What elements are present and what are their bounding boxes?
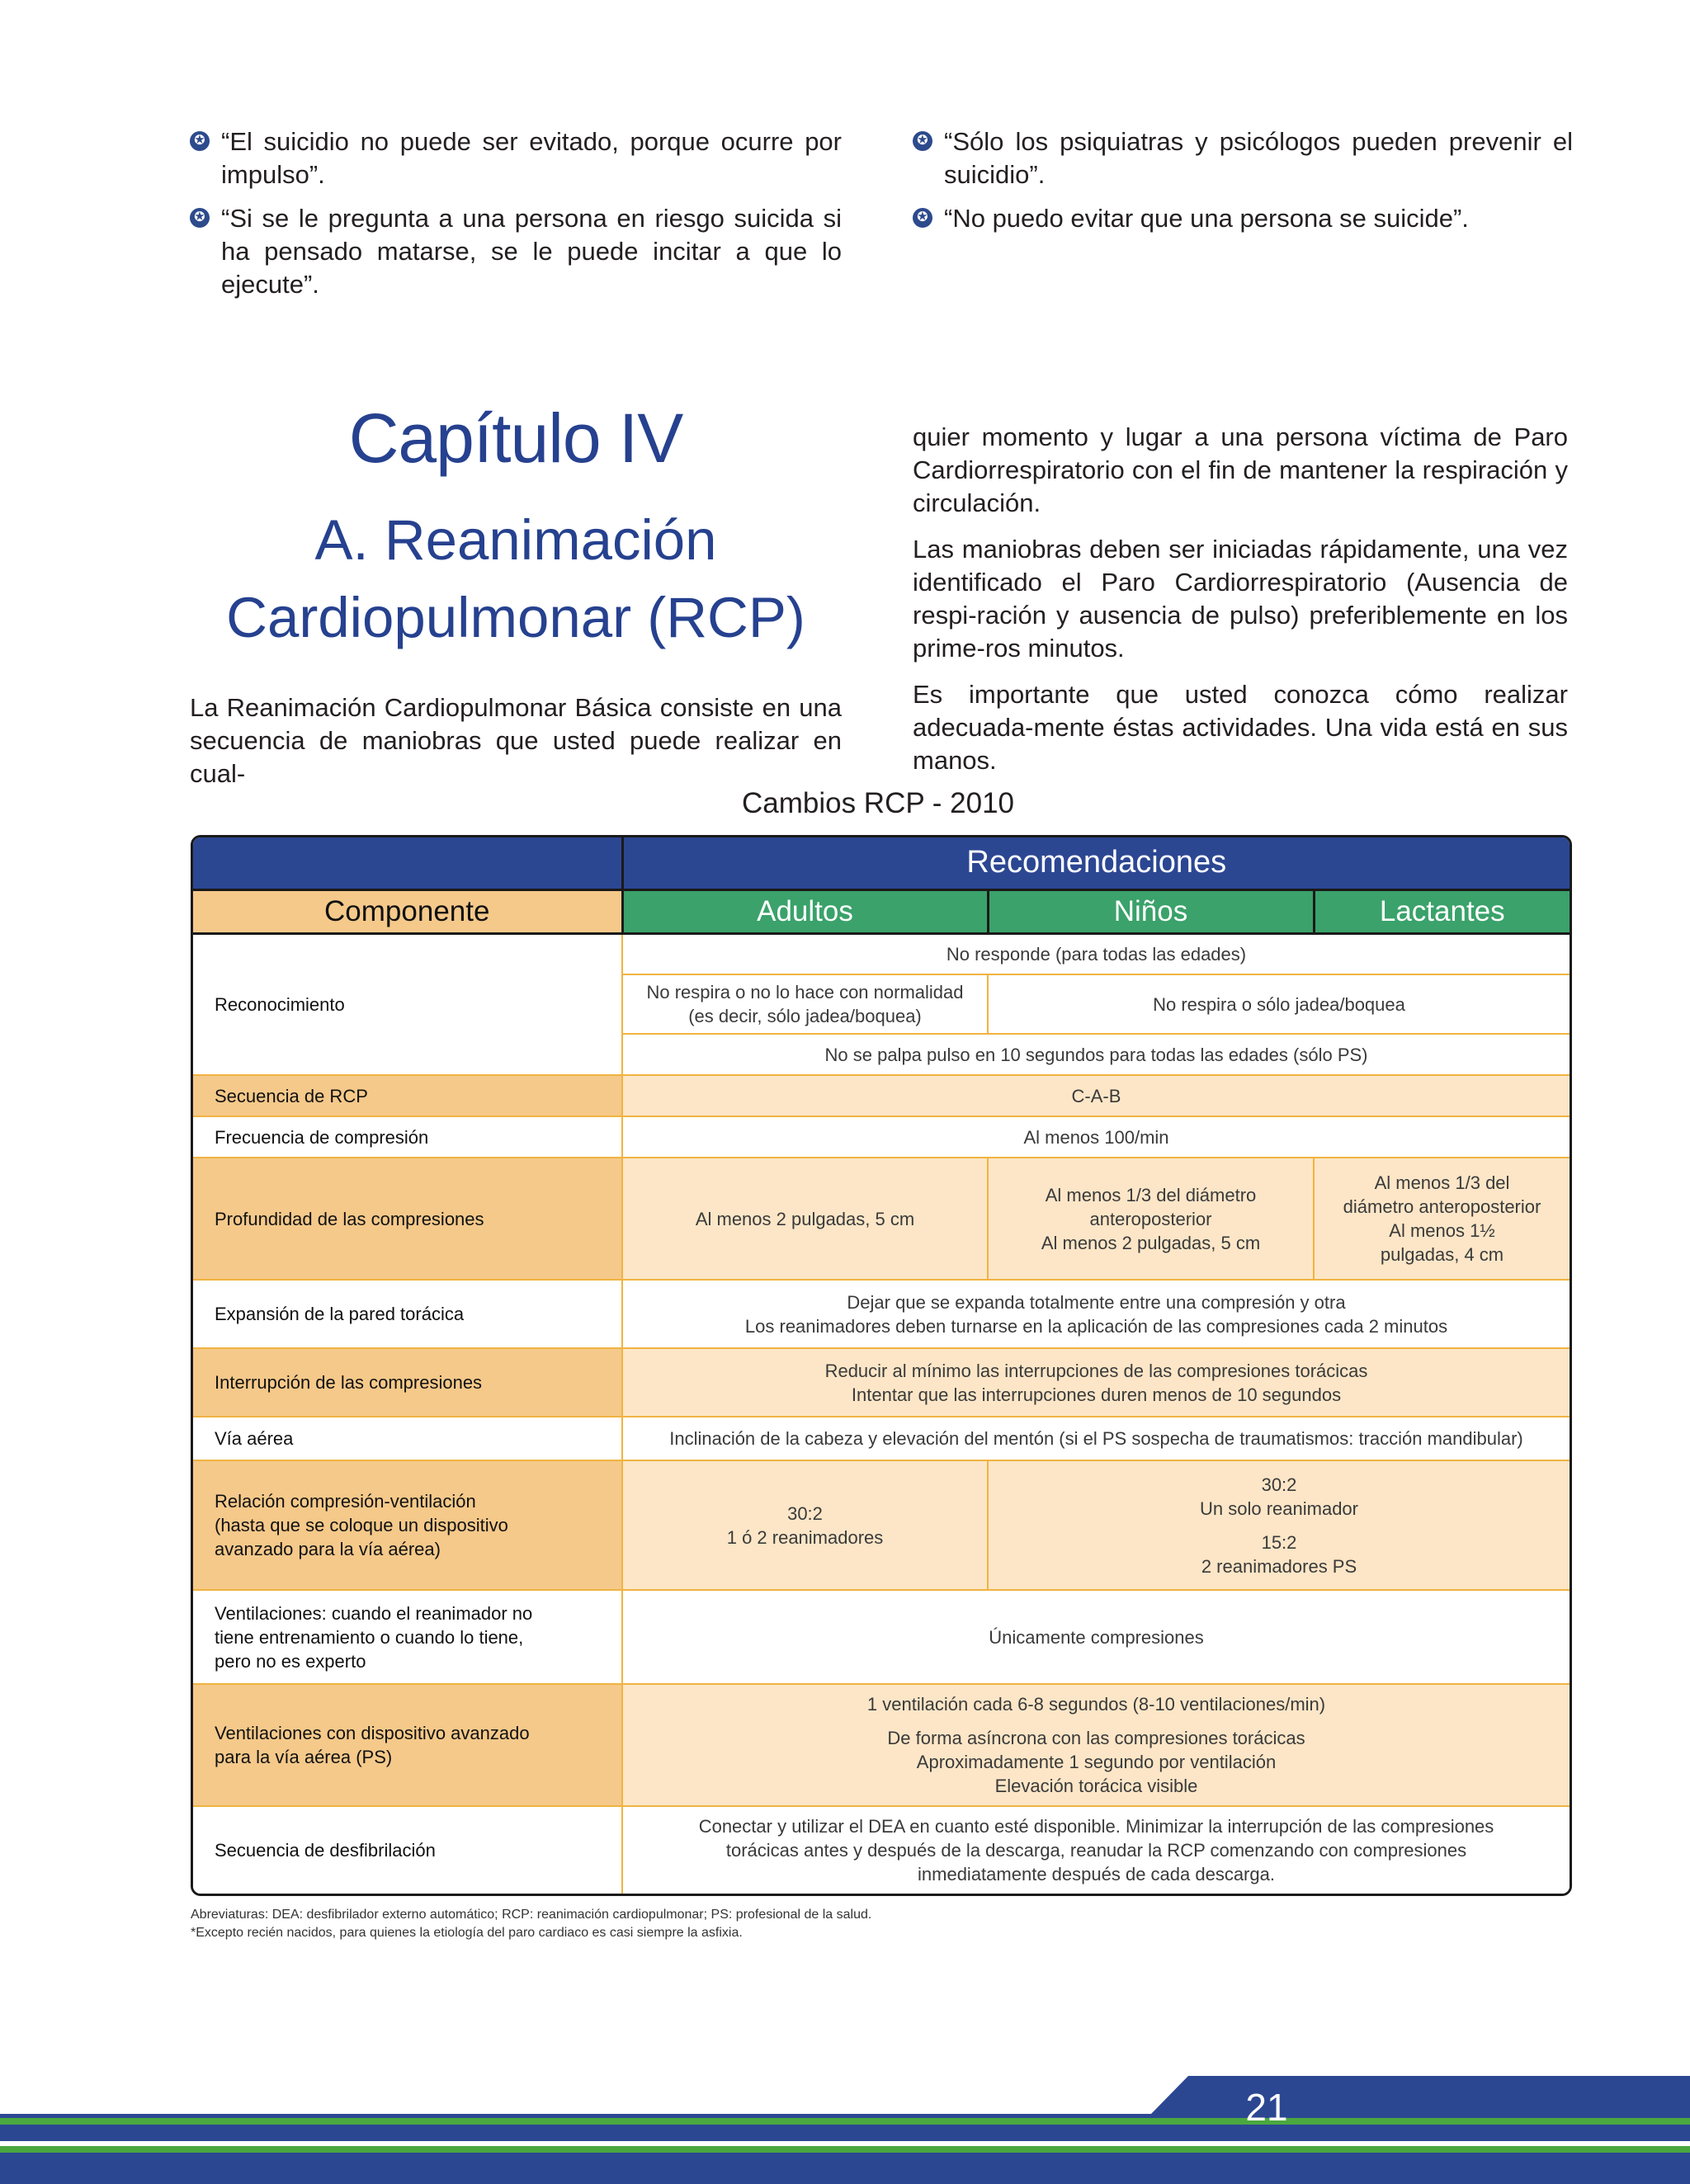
table-title: Cambios RCP - 2010 bbox=[741, 787, 1015, 819]
cell-line: anteroposterior bbox=[1089, 1208, 1212, 1229]
header-lactantes: Lactantes bbox=[1314, 889, 1570, 933]
rcp-changes-table bbox=[191, 835, 1572, 1896]
label-line: (hasta que se coloque un dispositivo bbox=[215, 1515, 508, 1535]
cell-value: Al menos 2 pulgadas, 5 cm bbox=[622, 1158, 988, 1280]
row-label-relacion bbox=[193, 1460, 622, 1590]
cell-line: Un solo reanimador bbox=[1200, 1498, 1358, 1519]
cell-line: torácicas antes y después de la descarga, reanudar la RCP comenzando con compresiones bbox=[725, 1840, 1467, 1861]
row-label-expansion: Expansión de la pared torácica bbox=[193, 1280, 622, 1348]
cell-line: Al menos 2 pulgadas, 5 cm bbox=[1041, 1232, 1261, 1253]
table-notes bbox=[191, 1906, 871, 1942]
table-row bbox=[193, 933, 1570, 974]
table-header-blank bbox=[193, 837, 622, 889]
cell-line: 30:2 bbox=[787, 1502, 823, 1524]
cell-line: Los reanimadores deben turnarse en la aplicación de las compresiones cada 2 minutos bbox=[744, 1315, 1448, 1337]
cell-value: Únicamente compresiones bbox=[622, 1590, 1570, 1684]
cell-line: diámetro anteroposterior bbox=[1343, 1196, 1541, 1217]
cell-line: Elevación torácica visible bbox=[994, 1776, 1198, 1796]
cell-line: Al menos 1/3 del bbox=[1374, 1172, 1510, 1193]
table-row bbox=[193, 1590, 1570, 1684]
cell-value: Al menos 100/min bbox=[622, 1116, 1570, 1158]
cell-line: Aproximadamente 1 segundo por ventilación bbox=[916, 1752, 1277, 1772]
cell-value: No respira o sólo jadea/boquea bbox=[988, 974, 1570, 1034]
cell-line: Reducir al mínimo las interrupciones de las compresiones torácicas bbox=[824, 1360, 1368, 1381]
myths-list-right bbox=[913, 125, 1573, 246]
myth-item bbox=[913, 125, 1573, 191]
footnote: *Excepto recién nacidos, para quienes la etiología del paro cardiaco es casi siempre la asfixia. bbox=[191, 1926, 743, 1940]
abbreviations-note: Abreviaturas: DEA: desfibrilador externo automático; RCP: reanimación cardiopulmonar; PS: profesional de la salud. bbox=[191, 1908, 872, 1922]
cell-line: (es decir, sólo jadea/boquea) bbox=[688, 1006, 922, 1026]
label-line: tiene entrenamiento o cuando lo tiene, bbox=[215, 1626, 524, 1648]
row-label-reconocimiento: Reconocimiento bbox=[193, 933, 622, 1075]
table-row bbox=[193, 1806, 1570, 1894]
cell-line: Dejar que se expanda totalmente entre una compresión y otra bbox=[847, 1291, 1346, 1313]
label-line: Ventilaciones: cuando el reanimador no bbox=[215, 1602, 533, 1624]
table-row bbox=[193, 1116, 1570, 1158]
label-line: pero no es experto bbox=[215, 1650, 366, 1672]
cell-line: 1 ó 2 reanimadores bbox=[726, 1526, 884, 1548]
cell-value bbox=[622, 1348, 1570, 1417]
row-label-via-aerea: Vía aérea bbox=[193, 1417, 622, 1460]
myth-text: “Sólo los psiquiatras y psicólogos pueden prevenir el suicidio”. bbox=[944, 127, 1573, 189]
label-line: Ventilaciones con dispositivo avanzado bbox=[215, 1723, 530, 1743]
cell-value: Inclinación de la cabeza y elevación del mentón (si el PS sospecha de traumatismos: tracción mandibular) bbox=[622, 1417, 1570, 1460]
right-column-text bbox=[913, 421, 1568, 790]
footer-stripes bbox=[0, 2076, 1690, 2184]
chapter-subtitle bbox=[190, 502, 842, 657]
row-label-secuencia: Secuencia de RCP bbox=[193, 1075, 622, 1116]
table-row bbox=[193, 1075, 1570, 1116]
row-label-ventilaciones-dispositivo bbox=[193, 1684, 622, 1806]
chapter-title: Capítulo IV bbox=[348, 399, 683, 477]
cell-value bbox=[988, 1158, 1314, 1280]
intro-paragraph: La Reanimación Cardiopulmonar Básica consiste en una secuencia de maniobras que usted puede realizar en cual- bbox=[190, 693, 842, 788]
header-recomendaciones: Recomendaciones bbox=[622, 837, 1570, 889]
cell-line: Intentar que las interrupciones duren menos de 10 segundos bbox=[851, 1384, 1342, 1405]
cell-line: pulgadas, 4 cm bbox=[1380, 1244, 1504, 1265]
cell-value bbox=[988, 1460, 1570, 1590]
label-line: para la vía aérea (PS) bbox=[215, 1747, 393, 1767]
table-row bbox=[193, 1280, 1570, 1348]
header-adultos: Adultos bbox=[622, 889, 988, 933]
cell-value bbox=[622, 1684, 1570, 1806]
cell-value bbox=[622, 1280, 1570, 1348]
header-ninos: Niños bbox=[988, 889, 1314, 933]
page-number: 21 bbox=[1245, 2086, 1288, 2129]
cell-value: No se palpa pulso en 10 segundos para todas las edades (sólo PS) bbox=[622, 1034, 1570, 1075]
myth-item bbox=[190, 125, 842, 191]
chapter-subtitle-line: Cardiopulmonar (RCP) bbox=[226, 586, 805, 649]
row-label-desfibrilacion: Secuencia de desfibrilación bbox=[193, 1806, 622, 1894]
myth-text: “Si se le pregunta a una persona en riesgo suicida si ha pensado matarse, se le puede incitar a que lo ejecute”. bbox=[221, 204, 842, 299]
star-bullet-icon: ✪ bbox=[913, 202, 944, 233]
cell-value bbox=[622, 1460, 988, 1590]
table-row bbox=[193, 1460, 1570, 1590]
row-label-frecuencia: Frecuencia de compresión bbox=[193, 1116, 622, 1158]
myth-item bbox=[913, 202, 1573, 235]
header-componente: Componente bbox=[193, 889, 622, 933]
star-bullet-icon: ✪ bbox=[913, 125, 944, 157]
cell-line: 30:2 bbox=[1261, 1474, 1297, 1495]
myth-text: “El suicidio no puede ser evitado, porque ocurre por impulso”. bbox=[221, 127, 842, 189]
cell-line: No respira o no lo hace con normalidad bbox=[646, 982, 964, 1002]
label-line: Relación compresión-ventilación bbox=[215, 1491, 476, 1512]
cell-line: De forma asíncrona con las compresiones torácicas bbox=[887, 1728, 1305, 1748]
cell-value bbox=[622, 974, 988, 1034]
cell-line: Al menos 1/3 del diámetro bbox=[1045, 1184, 1257, 1205]
cell-line: inmediatamente después de cada descarga. bbox=[918, 1864, 1275, 1884]
cell-value: No responde (para todas las edades) bbox=[622, 933, 1570, 974]
cell-value bbox=[1314, 1158, 1570, 1280]
cell-value bbox=[622, 1806, 1570, 1894]
row-label-ventilaciones bbox=[193, 1590, 622, 1684]
table-row bbox=[193, 1348, 1570, 1417]
body-paragraph: Es importante que usted conozca cómo realizar adecuada-mente éstas actividades. Una vida está en sus manos. bbox=[913, 680, 1568, 775]
row-label-interrupcion: Interrupción de las compresiones bbox=[193, 1348, 622, 1417]
myths-list-left bbox=[190, 125, 842, 312]
body-paragraph: Las maniobras deben ser iniciadas rápidamente, una vez identificado el Paro Cardiorrespiratorio (Ausencia de respi-ración y ausencia de pulso) preferiblemente en los prime-ros minutos. bbox=[913, 535, 1568, 663]
myth-item bbox=[190, 202, 842, 301]
cell-line: 15:2 bbox=[1261, 1531, 1297, 1553]
cell-line: 2 reanimadores PS bbox=[1201, 1555, 1357, 1577]
table-row bbox=[193, 1158, 1570, 1280]
label-line: avanzado para la vía aérea) bbox=[215, 1539, 441, 1559]
cell-line: Conectar y utilizar el DEA en cuanto esté disponible. Minimizar la interrupción de las compresiones bbox=[698, 1816, 1494, 1837]
row-label-profundidad: Profundidad de las compresiones bbox=[193, 1158, 622, 1280]
cell-value: C-A-B bbox=[622, 1075, 1570, 1116]
table-row bbox=[193, 1417, 1570, 1460]
chapter-subtitle-line: A. Reanimación bbox=[314, 508, 717, 572]
body-paragraph: quier momento y lugar a una persona víctima de Paro Cardiorrespiratorio con el fin de mantener la respiración y circulación. bbox=[913, 422, 1568, 517]
myth-text: “No puedo evitar que una persona se suicide”. bbox=[944, 204, 1469, 233]
cell-line: Al menos 1½ bbox=[1389, 1220, 1495, 1241]
star-bullet-icon: ✪ bbox=[190, 125, 221, 157]
chapter-heading bbox=[190, 393, 842, 657]
cell-line: 1 ventilación cada 6-8 segundos (8-10 ventilaciones/min) bbox=[866, 1694, 1326, 1715]
star-bullet-icon: ✪ bbox=[190, 202, 221, 233]
table-row bbox=[193, 1684, 1570, 1806]
page-footer bbox=[0, 2076, 1690, 2184]
